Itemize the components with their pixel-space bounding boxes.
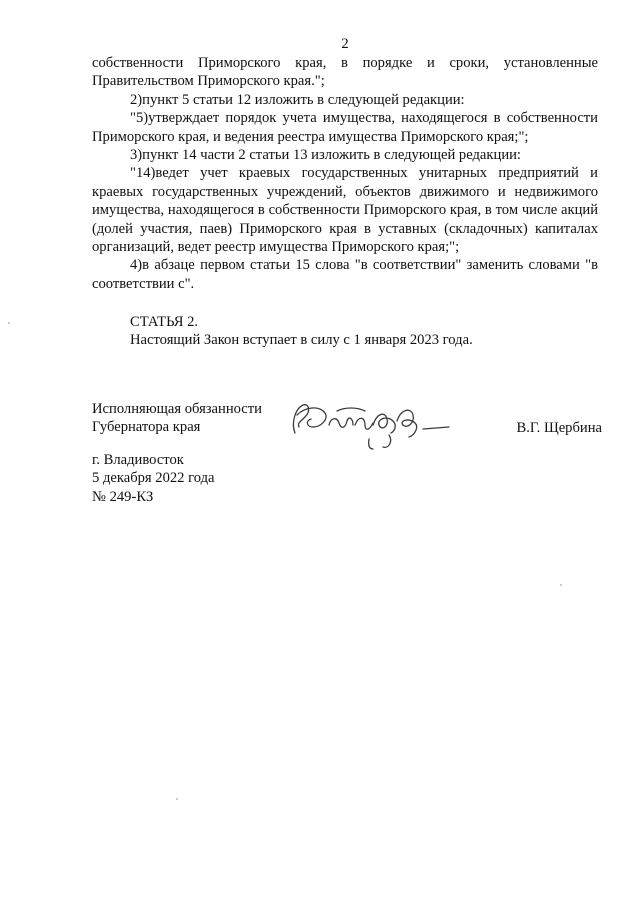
- paragraph-continuation: собственности Приморского края, в порядке и сроки, установленные Правительством Приморского края.";: [92, 55, 598, 90]
- signatory-name: В.Г. Щербина: [516, 420, 602, 436]
- page-number: 2: [341, 36, 349, 52]
- law-number: № 249-КЗ: [92, 488, 154, 505]
- scan-speck: [560, 584, 562, 586]
- paragraph-item-3-text: "14)ведет учет краевых государственных унитарных предприятий и краевых государственных учреждений, объектов движимого и недвижимого имущества, находящегося в собственности Приморского края, в том числе акций (долей участия, паев) Приморского края в уставных (складочных) капиталах организаций, ведет реестр имущества Приморского края;";: [92, 165, 598, 256]
- signing-date: 5 декабря 2022 года: [92, 470, 215, 487]
- scan-speck: [8, 322, 10, 324]
- signatory-title-line-2: Губернатора края: [92, 419, 201, 436]
- signatory-title-line-1: Исполняющая обязанности: [92, 401, 262, 417]
- handwritten-signature-icon: [285, 395, 457, 455]
- signatory-title: [92, 400, 262, 437]
- law-amendments-text: [92, 54, 598, 293]
- signing-city: г. Владивосток: [92, 452, 184, 468]
- scan-speck: [176, 798, 178, 800]
- signing-details: [92, 451, 215, 506]
- paragraph-item-3: 3)пункт 14 части 2 статьи 13 изложить в следующей редакции:: [130, 147, 521, 164]
- paragraph-item-2: 2)пункт 5 статьи 12 изложить в следующей редакции:: [130, 91, 465, 108]
- paragraph-item-2-text: "5)утверждает порядок учета имущества, находящегося в собственности Приморского края, и ведения реестра имущества Приморского края;";: [92, 110, 598, 145]
- article-2: [92, 313, 598, 350]
- article-text: Настоящий Закон вступает в силу с 1 января 2023 года.: [130, 332, 473, 349]
- article-heading: СТАТЬЯ 2.: [130, 314, 199, 330]
- paragraph-item-4: 4)в абзаце первом статьи 15 слова "в соответствии" заменить словами "в соответствии с".: [92, 257, 598, 292]
